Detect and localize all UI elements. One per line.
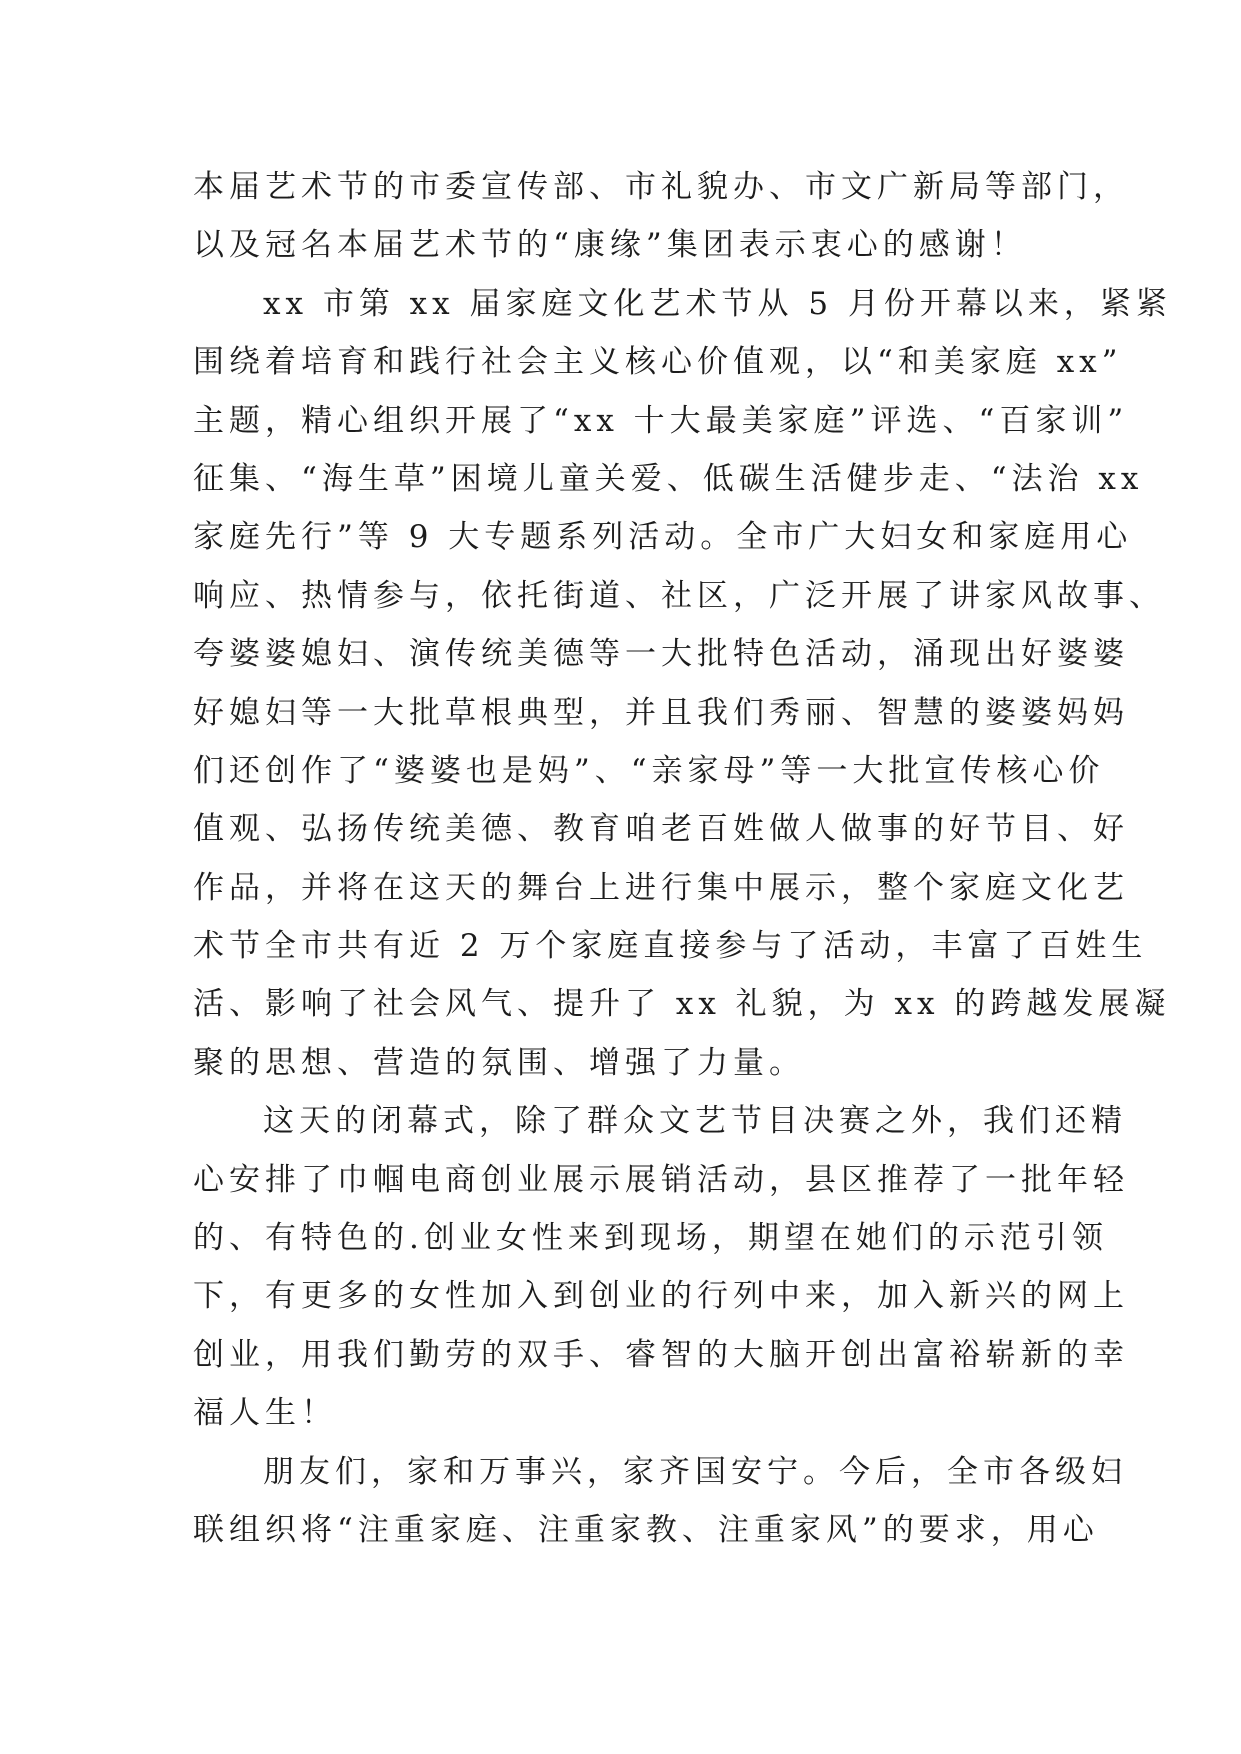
text-line: 联组织将“注重家庭、注重家教、注重家风”的要求，用心 [193, 1511, 1099, 1548]
text-line: 福人生！ [193, 1395, 337, 1432]
text-line: 值观、弘扬传统美德、教育咱老百姓做人做事的好节目、好 [193, 811, 1129, 848]
text-line: 好媳妇等一大批草根典型，并且我们秀丽、智慧的婆婆妈妈 [193, 694, 1129, 731]
text-line: 征集、“海生草”困境儿童关爱、低碳生活健步走、“法治 xx [193, 460, 1144, 497]
text-line: 夸婆婆媳妇、演传统美德等一大批特色活动，涌现出好婆婆 [193, 636, 1129, 673]
text-line: 聚的思想、营造的氛围、增强了力量。 [193, 1044, 805, 1081]
text-line: 家庭先行”等 9 大专题系列活动。全市广大妇女和家庭用心 [193, 519, 1133, 556]
text-line: 本届艺术节的市委宣传部、市礼貌办、市文广新局等部门， [193, 169, 1129, 205]
text-line: 们还创作了“婆婆也是妈”、“亲家母”等一大批宣传核心价 [193, 752, 1105, 789]
text-line: 以及冠名本届艺术节的“康缘”集团表示衷心的感谢！ [193, 227, 1027, 264]
text-line: 响应、热情参与，依托街道、社区，广泛开展了讲家风故事、 [193, 577, 1165, 614]
text-line: 作品，并将在这天的舞台上进行集中展示，整个家庭文化艺 [193, 869, 1129, 906]
text-line: 主题，精心组织开展了“xx 十大最美家庭”评选、“百家训” [193, 402, 1129, 439]
text-line: 这天的闭幕式，除了群众文艺节目决赛之外，我们还精 [263, 1103, 1127, 1140]
text-line: 朋友们，家和万事兴，家齐国安宁。今后，全市各级妇 [263, 1453, 1127, 1490]
text-line: 心安排了巾帼电商创业展示展销活动，县区推荐了一批年轻 [193, 1161, 1129, 1198]
text-line: 活、影响了社会风气、提升了 xx 礼貌，为 xx 的跨越发展凝 [193, 986, 1171, 1023]
text-line: xx 市第 xx 届家庭文化艺术节从 5 月份开幕以来，紧紧 [263, 285, 1172, 322]
text-line: 的、有特色的.创业女性来到现场，期望在她们的示范引领 [193, 1220, 1108, 1257]
text-line: 下，有更多的女性加入到创业的行列中来，加入新兴的网上 [193, 1278, 1129, 1315]
text-line: 术节全市共有近 2 万个家庭直接参与了活动，丰富了百姓生 [193, 928, 1148, 965]
text-line: 围绕着培育和践行社会主义核心价值观，以“和美家庭 xx” [193, 344, 1123, 381]
text-line: 创业，用我们勤劳的双手、睿智的大脑开创出富裕崭新的幸 [193, 1336, 1129, 1373]
body-text [193, 158, 1172, 1559]
